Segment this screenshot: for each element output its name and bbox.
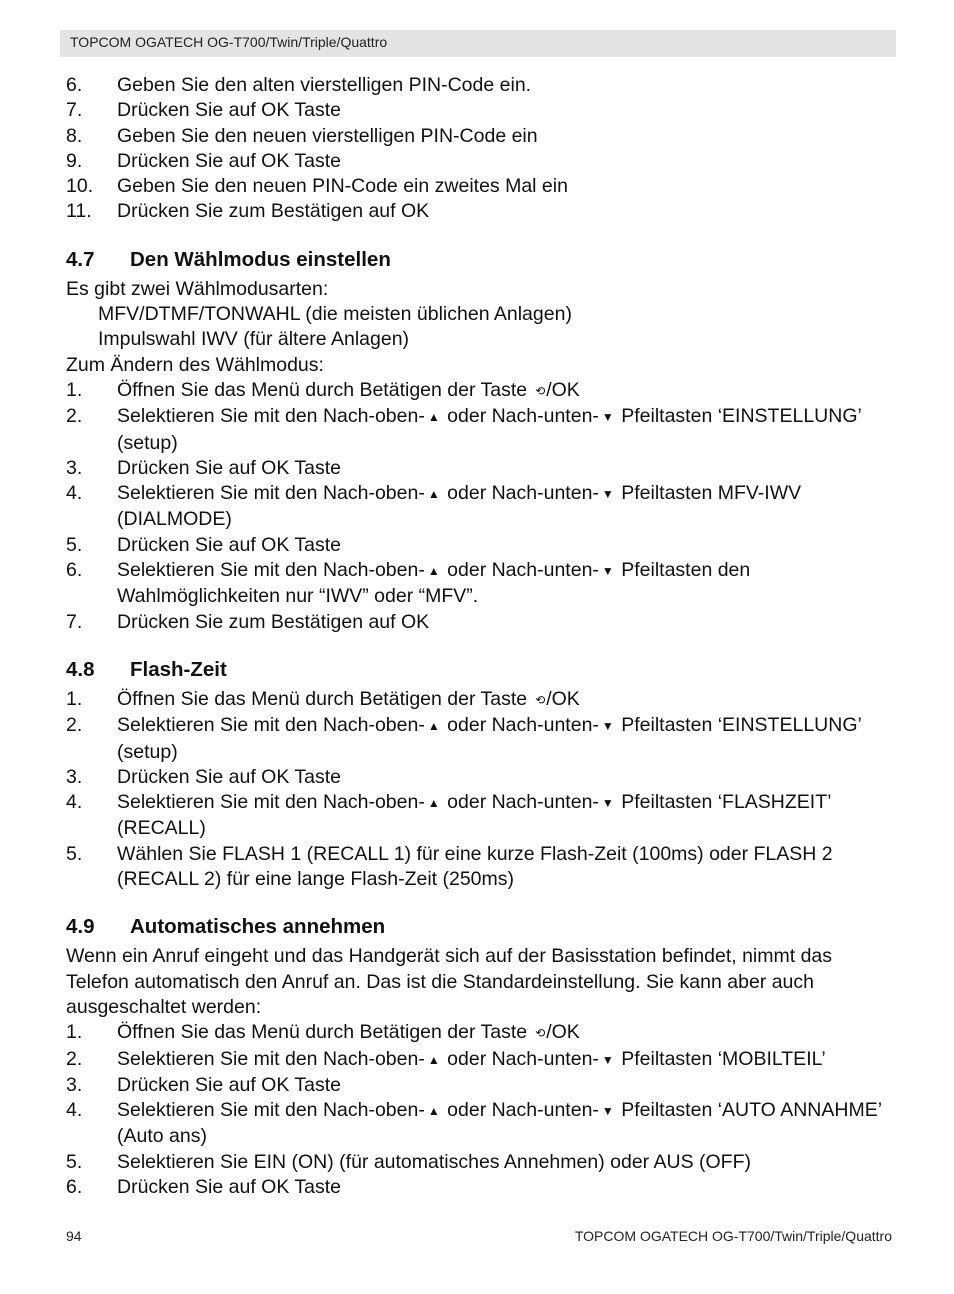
list-item: 6. Drücken Sie auf OK Taste [66,1175,342,1198]
up-arrow-icon: ▲ [427,719,440,734]
dialmode-steps-list [66,378,886,635]
list-item: 3. Drücken Sie auf OK Taste [66,1073,342,1096]
flash-steps-list [66,687,886,892]
list-item: 7. Drücken Sie zum Bestätigen auf OK [66,610,430,633]
up-arrow-icon: ▲ [427,564,440,579]
list-item: 6. Geben Sie den alten vierstelligen PIN-Code ein. [66,74,532,96]
auto-answer-steps-list [66,1020,886,1200]
page-footer [66,1228,892,1244]
down-arrow-icon: ▼ [601,564,614,579]
list-item: 3. Drücken Sie auf OK Taste [66,765,342,788]
list-item: 9. Drücken Sie auf OK Taste [66,149,342,172]
paragraph: Zum Ändern des Wählmodus: [66,353,324,376]
down-arrow-icon: ▼ [601,487,614,502]
list-item: 4. Selektieren Sie mit den Nach-oben- ▲ oder Nach-unten- ▼ Pfeiltasten ‘FLASHZEIT’ (RECALL) [66,791,831,840]
list-item: 1. Öffnen Sie das Menü durch Betätigen der Taste ⟲/OK [66,687,580,710]
list-item: 1. Öffnen Sie das Menü durch Betätigen der Taste ⟲/OK [66,378,580,401]
list-item: 8. Geben Sie den neuen vierstelligen PIN-Code ein [66,124,538,147]
down-arrow-icon: ▼ [601,719,614,734]
section-heading-4-8: 4.8 Flash-Zeit [66,657,227,681]
paragraph: Wenn ein Anruf eingeht und das Handgerät sich auf der Basisstation befindet, nimmt das Telefon automatisch den Anruf an. Das ist die Standardeinstellung. Sie kann aber auch ausgeschaltet werden: [66,945,833,1018]
bullet-item: Impulswahl IWV (für ältere Anlagen) [98,328,410,351]
menu-key-icon: ⟲ [535,1026,546,1041]
page-content [66,73,886,1200]
up-arrow-icon: ▲ [427,487,440,502]
list-item: 11. Drücken Sie zum Bestätigen auf OK [66,200,430,223]
up-arrow-icon: ▲ [427,796,440,811]
down-arrow-icon: ▼ [601,410,614,425]
pin-steps-list [66,73,886,225]
list-item: 1. Öffnen Sie das Menü durch Betätigen der Taste ⟲/OK [66,1021,580,1044]
list-item: 5. Drücken Sie auf OK Taste [66,533,342,556]
list-item: 5. Selektieren Sie EIN (ON) (für automatisches Annehmen) oder AUS (OFF) [66,1150,751,1173]
bullet-item: MFV/DTMF/TONWAHL (die meisten üblichen Anlagen) [98,303,572,326]
footer-title: TOPCOM OGATECH OG-T700/Twin/Triple/Quattro [574,1228,892,1244]
down-arrow-icon: ▼ [601,1052,614,1067]
paragraph: Es gibt zwei Wählmodusarten: [66,277,329,300]
list-item: 4. Selektieren Sie mit den Nach-oben- ▲ oder Nach-unten- ▼ Pfeiltasten ‘AUTO ANNAHME’ (Auto ans) [66,1099,882,1148]
down-arrow-icon: ▼ [601,796,614,811]
list-item: 4. Selektieren Sie mit den Nach-oben- ▲ oder Nach-unten- ▼ Pfeiltasten MFV-IWV (DIALMODE) [66,482,802,531]
list-item: 10. Geben Sie den neuen PIN-Code ein zweites Mal ein [66,175,568,198]
list-item: 6. Selektieren Sie mit den Nach-oben- ▲ oder Nach-unten- ▼ Pfeiltasten den Wahlmöglichkeiten nur “IWV” oder “MFV”. [66,559,751,608]
down-arrow-icon: ▼ [601,1104,614,1119]
list-item: 3. Drücken Sie auf OK Taste [66,456,342,479]
list-item: 7. Drücken Sie auf OK Taste [66,99,342,122]
list-item: 5. Wählen Sie FLASH 1 (RECALL 1) für eine kurze Flash-Zeit (100ms) oder FLASH 2 (RECALL 2) für eine lange Flash-Zeit (250ms) [66,842,833,891]
list-item: 2. Selektieren Sie mit den Nach-oben- ▲ oder Nach-unten- ▼ Pfeiltasten ‘EINSTELLUNG’ (setup) [66,405,862,454]
up-arrow-icon: ▲ [427,1052,440,1067]
page-header [60,30,896,57]
page-number: 94 [66,1228,82,1244]
list-item: 2. Selektieren Sie mit den Nach-oben- ▲ oder Nach-unten- ▼ Pfeiltasten ‘EINSTELLUNG’ (setup) [66,714,862,763]
header-title: TOPCOM OGATECH OG-T700/Twin/Triple/Quattro [70,34,388,50]
section-heading-4-9: 4.9 Automatisches annehmen [66,915,386,939]
list-item: 2. Selektieren Sie mit den Nach-oben- ▲ oder Nach-unten- ▼ Pfeiltasten ‘MOBILTEIL’ [66,1047,826,1070]
menu-key-icon: ⟲ [535,692,546,707]
section-heading-4-7: 4.7 Den Wählmodus einstellen [66,247,391,271]
up-arrow-icon: ▲ [427,1104,440,1119]
menu-key-icon: ⟲ [535,383,546,398]
up-arrow-icon: ▲ [427,410,440,425]
